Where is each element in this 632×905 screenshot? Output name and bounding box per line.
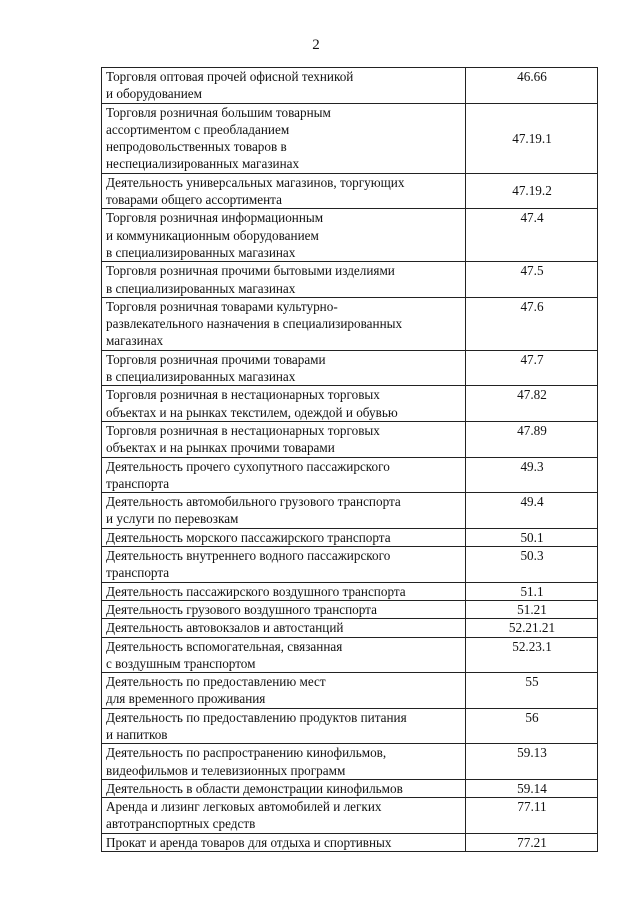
- activity-code: 55: [466, 673, 598, 709]
- table-row: [102, 173, 598, 209]
- activity-name: Деятельность по предоставлению продуктов питания и напитков: [102, 708, 466, 744]
- activity-name: Деятельность универсальных магазинов, торгующих товарами общего ассортимента: [102, 173, 466, 209]
- activity-code: 46.66: [466, 68, 598, 104]
- activity-name: Торговля розничная в нестационарных торговых объектах и на рынках прочими товарами: [102, 421, 466, 457]
- activity-name: Деятельность вспомогательная, связанная с воздушным транспортом: [102, 637, 466, 673]
- activity-code: 52.23.1: [466, 637, 598, 673]
- activity-name: Деятельность пассажирского воздушного транспорта: [102, 582, 466, 600]
- table-row: [102, 637, 598, 673]
- activity-code: 52.21.21: [466, 619, 598, 637]
- activity-code: 51.21: [466, 600, 598, 618]
- table-row: [102, 673, 598, 709]
- table-row: [102, 421, 598, 457]
- table-row: [102, 708, 598, 744]
- activity-name: Торговля розничная в нестационарных торговых объектах и на рынках текстилем, одеждой и обувью: [102, 386, 466, 422]
- activity-name: Деятельность морского пассажирского транспорта: [102, 528, 466, 546]
- activity-code: 50.1: [466, 528, 598, 546]
- activity-name: Аренда и лизинг легковых автомобилей и легких автотранспортных средств: [102, 798, 466, 834]
- page-number: 2: [312, 37, 320, 53]
- table-row: [102, 833, 598, 851]
- table-row: [102, 209, 598, 262]
- activity-code: 50.3: [466, 547, 598, 583]
- activity-name: Торговля розничная прочими товарами в специализированных магазинах: [102, 350, 466, 386]
- table-row: [102, 547, 598, 583]
- activity-name: Деятельность автовокзалов и автостанций: [102, 619, 466, 637]
- activity-name: Торговля розничная товарами культурно- развлекательного назначения в специализированных магазинах: [102, 297, 466, 350]
- activity-name: Торговля розничная прочими бытовыми изделиями в специализированных магазинах: [102, 262, 466, 298]
- table-row: [102, 528, 598, 546]
- activity-code: 49.4: [466, 493, 598, 529]
- activity-code: 77.11: [466, 798, 598, 834]
- activity-code: 47.89: [466, 421, 598, 457]
- activity-name: Прокат и аренда товаров для отдыха и спортивных: [102, 833, 466, 851]
- activity-code: 47.7: [466, 350, 598, 386]
- activity-code: 77.21: [466, 833, 598, 851]
- activity-name: Деятельность по предоставлению мест для временного проживания: [102, 673, 466, 709]
- table-row: [102, 798, 598, 834]
- activity-code: 56: [466, 708, 598, 744]
- table-row: [102, 68, 598, 104]
- activity-code: 47.6: [466, 297, 598, 350]
- activity-name: Торговля розничная большим товарным ассортиментом с преобладанием непродовольственных товаров в неспециализированных магазинах: [102, 103, 466, 173]
- activity-code: 47.19.2: [466, 173, 598, 209]
- table-row: [102, 297, 598, 350]
- table-row: [102, 619, 598, 637]
- activity-name: Деятельность в области демонстрации кинофильмов: [102, 779, 466, 797]
- table-row: [102, 386, 598, 422]
- table-row: [102, 744, 598, 780]
- activity-name: Деятельность грузового воздушного транспорта: [102, 600, 466, 618]
- activity-codes-table: [101, 67, 598, 852]
- table-row: [102, 103, 598, 173]
- activity-code: 47.4: [466, 209, 598, 262]
- table-row: [102, 350, 598, 386]
- activity-code: 49.3: [466, 457, 598, 493]
- activity-code: 59.13: [466, 744, 598, 780]
- table-row: [102, 600, 598, 618]
- activity-name: Деятельность по распространению кинофильмов, видеофильмов и телевизионных программ: [102, 744, 466, 780]
- activity-name: Деятельность автомобильного грузового транспорта и услуги по перевозкам: [102, 493, 466, 529]
- activity-code: 59.14: [466, 779, 598, 797]
- activity-name: Торговля розничная информационным и коммуникационным оборудованием в специализированных магазинах: [102, 209, 466, 262]
- activity-code: 51.1: [466, 582, 598, 600]
- activity-code: 47.5: [466, 262, 598, 298]
- table-row: [102, 582, 598, 600]
- activity-name: Деятельность прочего сухопутного пассажирского транспорта: [102, 457, 466, 493]
- table-row: [102, 493, 598, 529]
- activity-code: 47.19.1: [466, 103, 598, 173]
- table-row: [102, 779, 598, 797]
- activity-code: 47.82: [466, 386, 598, 422]
- table-row: [102, 262, 598, 298]
- activity-name: Торговля оптовая прочей офисной техникой и оборудованием: [102, 68, 466, 104]
- table-row: [102, 457, 598, 493]
- activity-name: Деятельность внутреннего водного пассажирского транспорта: [102, 547, 466, 583]
